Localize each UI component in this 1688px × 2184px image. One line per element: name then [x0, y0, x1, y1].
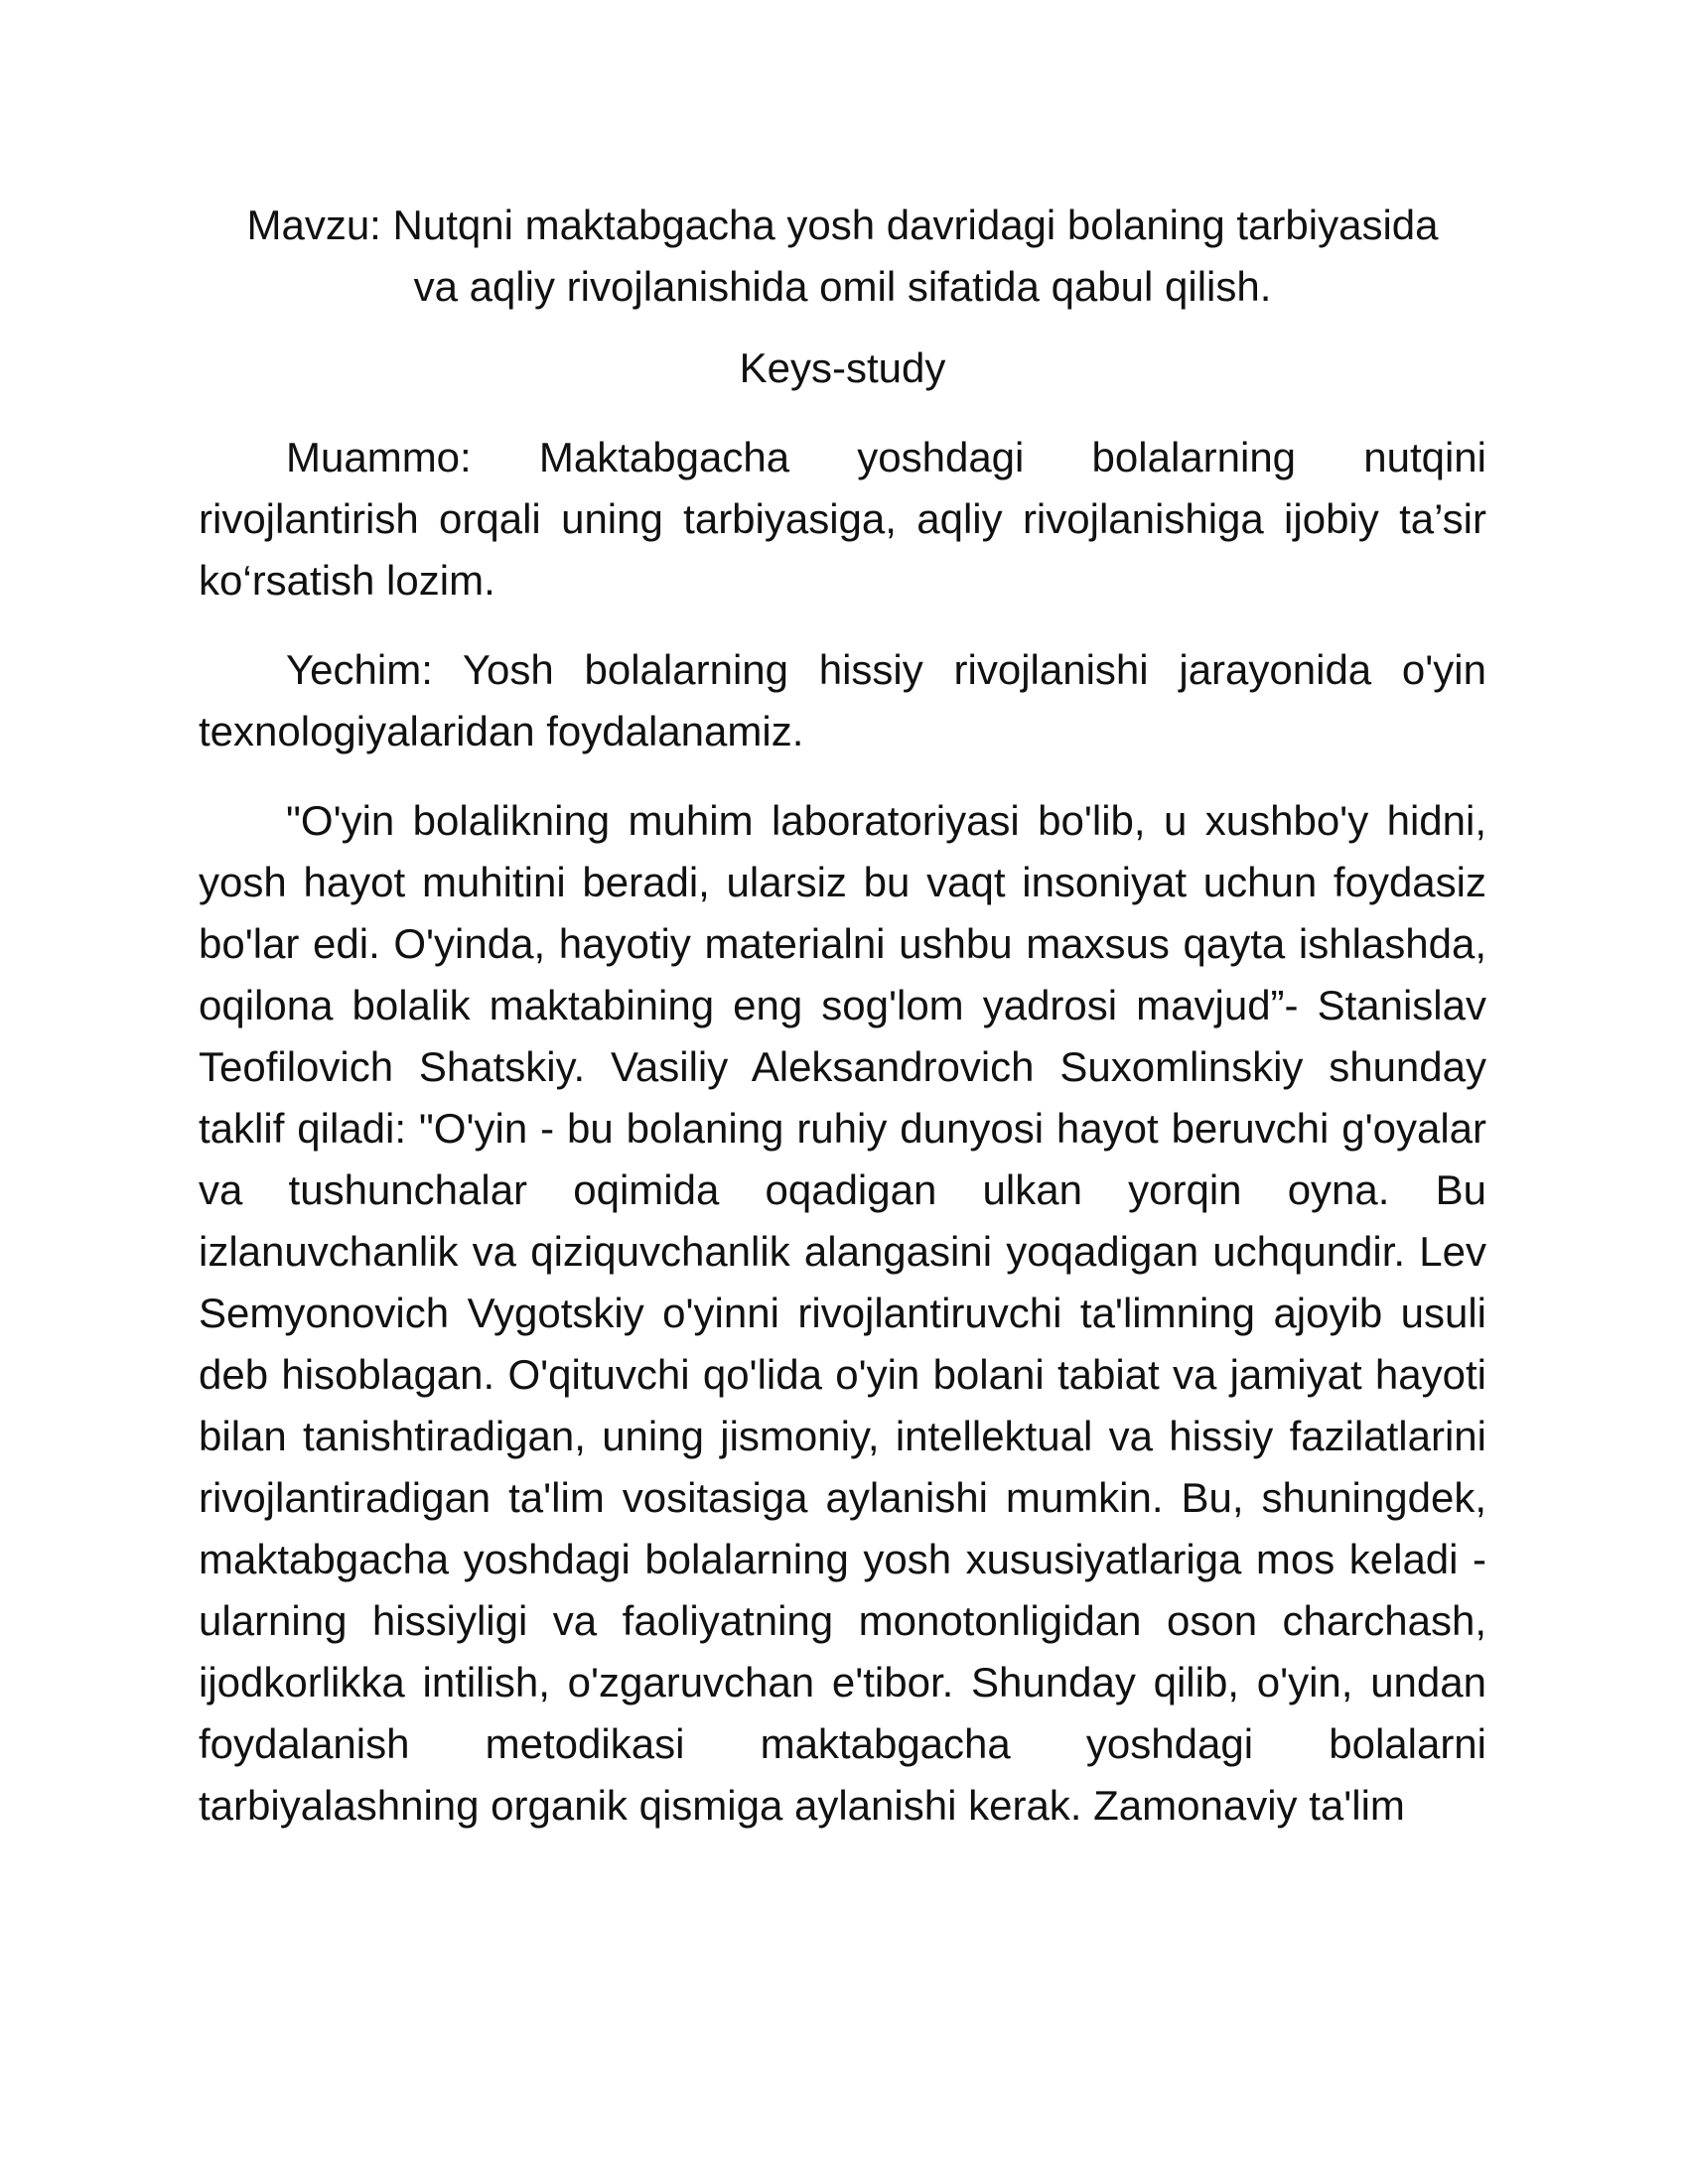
title-line-1: Mavzu: Nutqni maktabgacha yosh davridagi bolaning tarbiyasida: [246, 202, 1439, 248]
document-title: [199, 195, 1486, 318]
body-paragraph: "O'yin bolalikning muhim laboratoriyasi bo'lib, u xushbo'y hidni, yosh hayot muhitini beradi, ularsiz bu vaqt insoniyat uchun foydasiz bo'lar edi. O'yinda, hayotiy materialni ushbu maxsus qayta ishlashda, oqilona bolalik maktabining eng sog'lom yadrosi mavjud”- Stanislav Teofilovich Shatskiy. Vasiliy Aleksandrovich Suxomlinskiy shunday taklif qiladi: "O'yin - bu bolaning ruhiy dunyosi hayot beruvchi g'oyalar va tushunchalar oqimida oqadigan ulkan yorqin oyna. Bu izlanuvchanlik va qiziquvchanlik alangasini yoqadigan uchqundir. Lev Semyonovich Vygotskiy o'yinni rivojlantiruvchi ta'limning ajoyib usuli deb hisoblagan. O'qituvchi qo'lida o'yin bolani tabiat va jamiyat hayoti bilan tanishtiradigan, uning jismoniy, intellektual va hissiy fazilatlarini rivojlantiradigan ta'lim vositasiga aylanishi mumkin. Bu, shuningdek, maktabgacha yoshdagi bolalarning yosh xususiyatlariga mos keladi - ularning hissiyligi va faoliyatning monotonligidan oson charchash, ijodkorlikka intilish, o'zgaruvchan e'tibor. Shunday qilib, o'yin, undan foydalanish metodikasi maktabgacha yoshdagi bolalarni tarbiyalashning organik qismiga aylanishi kerak. Zamonaviy ta'lim: [199, 797, 1486, 1829]
problem-paragraph: Muammo: Maktabgacha yoshdagi bolalarning nutqini rivojlantirish orqali uning tarbiyasiga, aqliy rivojlanishiga ijobiy ta’sir ko‘rsatish lozim.: [199, 434, 1486, 604]
document-subtitle: Keys-study: [739, 344, 946, 391]
solution-paragraph: Yechim: Yosh bolalarning hissiy rivojlanishi jarayonida o'yin texnologiyalaridan foydalanamiz.: [199, 646, 1486, 754]
title-line-2: va aqliy rivojlanishida omil sifatida qabul qilish.: [413, 263, 1272, 310]
document-content: [199, 195, 1486, 1837]
